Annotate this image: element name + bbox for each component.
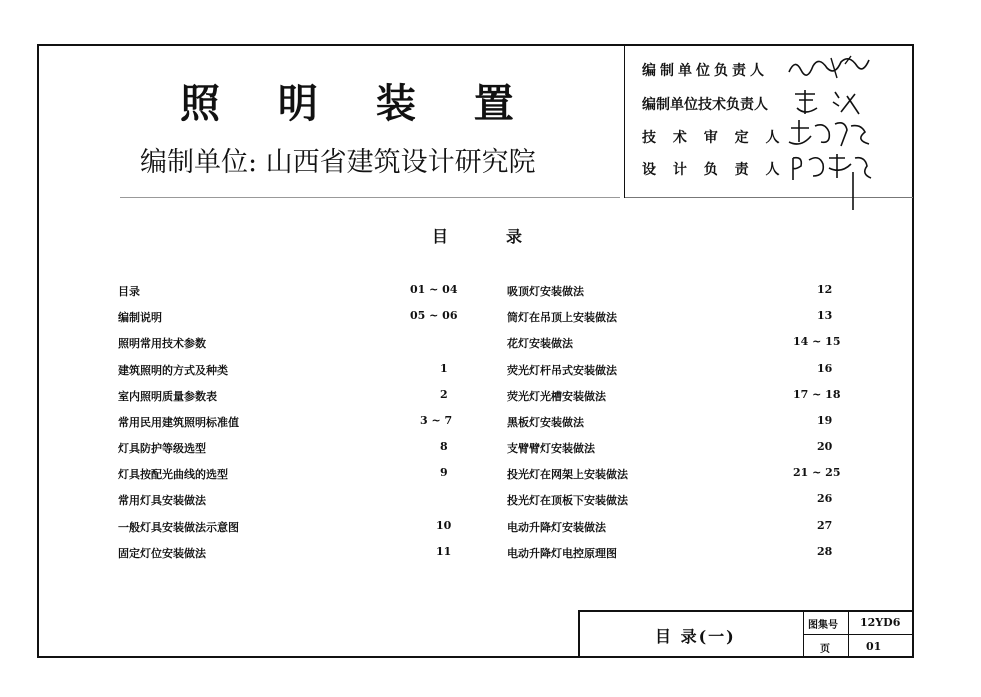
page-title: 照 明 装 置 [180, 80, 536, 127]
toc-item-page: 16 [817, 362, 833, 375]
toc-item-label: 灯具防护等级选型 [118, 442, 206, 455]
signature-role-4: 设 计 负 责 人 [642, 162, 786, 178]
signature-role-3: 技 术 审 定 人 [642, 130, 786, 146]
toc-item-page: 28 [817, 545, 833, 558]
toc-item-label: 目录 [118, 285, 140, 298]
page-label: 页 [820, 644, 830, 655]
toc-item-page: 20 [817, 440, 833, 453]
atlas-number-label: 图集号 [808, 620, 838, 631]
toc-item-label: 支臂臂灯安装做法 [507, 442, 595, 455]
toc-item-label: 筒灯在吊顶上安装做法 [507, 311, 617, 324]
toc-item-label: 建筑照明的方式及种类 [118, 364, 228, 377]
toc-item-page: 12 [817, 283, 833, 296]
handwritten-signature-1 [785, 52, 875, 84]
page-number: 01 [866, 640, 882, 653]
toc-heading-left: 目 [432, 227, 449, 246]
toc-item-label: 照明常用技术参数 [118, 337, 206, 350]
toc-heading-right: 录 [506, 227, 523, 246]
toc-item-label: 灯具按配光曲线的选型 [118, 468, 228, 481]
toc-item-page: 3 ~ 7 [420, 414, 453, 427]
toc-item-page: 10 [436, 519, 452, 532]
title-block-mid-line [803, 634, 914, 635]
toc-item-label: 一般灯具安装做法示意图 [118, 521, 239, 534]
toc-item-page: 17 ~ 18 [793, 388, 841, 401]
sheet-title: 目 录(一) [655, 627, 736, 646]
toc-item-page: 01 ~ 04 [410, 283, 458, 296]
toc-item-page: 2 [440, 388, 448, 401]
header-underline [120, 197, 620, 198]
toc-item-page: 27 [817, 519, 833, 532]
toc-item-page: 11 [436, 545, 452, 558]
toc-item-label: 黑板灯安装做法 [507, 416, 584, 429]
toc-item-page: 1 [440, 362, 448, 375]
handwritten-signature-3 [785, 118, 875, 150]
toc-item-label: 室内照明质量参数表 [118, 390, 217, 403]
toc-item-label: 投光灯在网架上安装做法 [507, 468, 628, 481]
toc-item-label: 固定灯位安装做法 [118, 547, 206, 560]
signature-role-2: 编制单位技术负责人 [642, 97, 768, 113]
toc-item-page: 9 [440, 466, 448, 479]
toc-item-label: 电动升降灯安装做法 [507, 521, 606, 534]
toc-item-page: 21 ~ 25 [793, 466, 841, 479]
title-block-top-line [578, 610, 914, 612]
toc-item-page: 14 ~ 15 [793, 335, 841, 348]
signature-block-divider [624, 46, 625, 198]
toc-item-label: 编制说明 [118, 311, 162, 324]
toc-item-label: 花灯安装做法 [507, 337, 573, 350]
toc-item-page: 13 [817, 309, 833, 322]
toc-item-page: 05 ~ 06 [410, 309, 458, 322]
toc-item-label: 电动升降灯电控原理图 [507, 547, 617, 560]
toc-item-label: 常用灯具安装做法 [118, 494, 206, 507]
toc-item-label: 常用民用建筑照明标准值 [118, 416, 239, 429]
compiler-unit: 编制单位: 山西省建筑设计研究院 [140, 147, 536, 178]
toc-item-label: 投光灯在顶板下安装做法 [507, 494, 628, 507]
handwritten-signature-2 [785, 86, 875, 118]
toc-item-label: 吸顶灯安装做法 [507, 285, 584, 298]
toc-item-page: 19 [817, 414, 833, 427]
atlas-number: 12YD6 [860, 616, 901, 629]
toc-item-label: 荧光灯杆吊式安装做法 [507, 364, 617, 377]
toc-item-page: 26 [817, 492, 833, 505]
toc-item-page: 8 [440, 440, 448, 453]
title-block-left-line [578, 610, 580, 658]
toc-item-label: 荧光灯光槽安装做法 [507, 390, 606, 403]
signature-role-1: 编制单位负责人 [642, 63, 768, 79]
handwritten-signature-4 [785, 152, 875, 212]
